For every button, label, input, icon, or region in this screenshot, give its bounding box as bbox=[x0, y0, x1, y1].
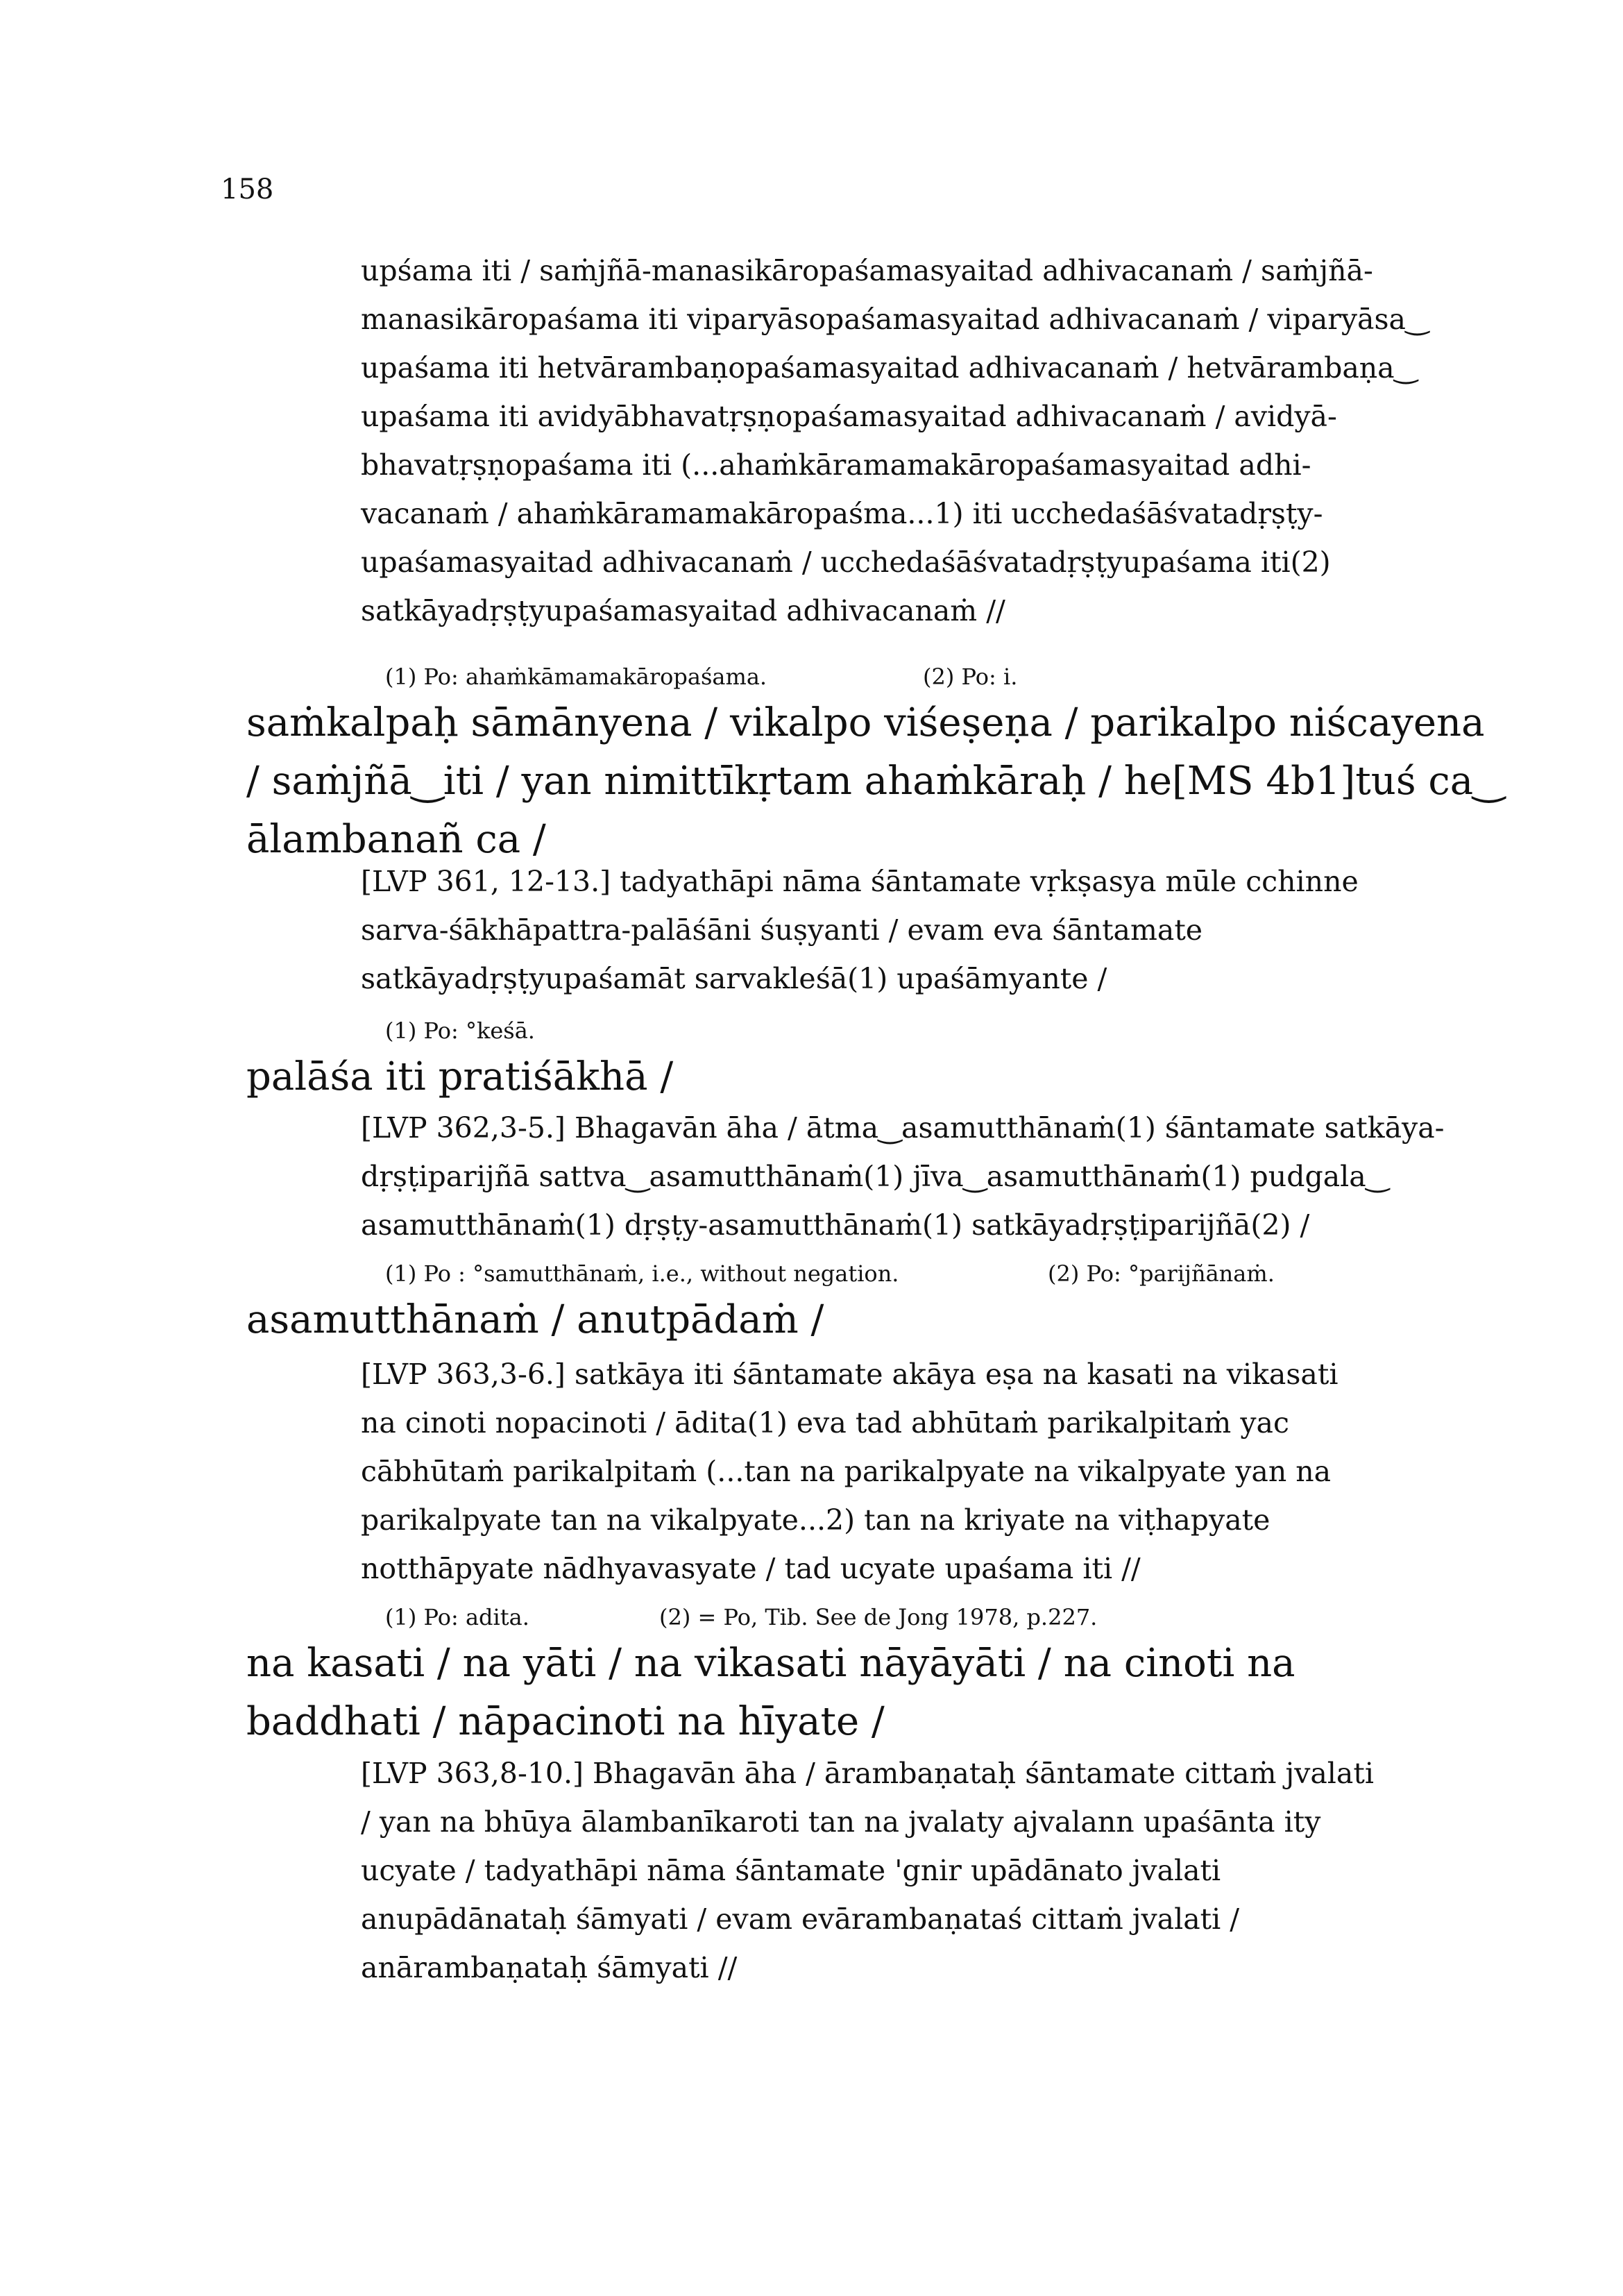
footnote-1b: (2) Po: i. bbox=[923, 664, 1018, 690]
footnote-4b: (2) = Po, Tib. See de Jong 1978, p.227. bbox=[659, 1604, 1098, 1630]
text-line: anupādānataḥ śāmyati / evam evārambaṇataś cittaṁ jvalati / bbox=[361, 1902, 1240, 1936]
text-line: upaśama iti avidyābhavatṛṣṇopaśamasyaitad adhivacanaṁ / avidyā- bbox=[361, 400, 1337, 433]
text-line: satkāyadṛṣṭyupaśamāt sarvakleśā(1) upaśāmyante / bbox=[361, 962, 1107, 995]
text-line: upaśamasyaitad adhivacanaṁ / ucchedaśāśvatadṛṣṭyupaśama iti(2) bbox=[361, 546, 1331, 579]
text-line: asamutthānaṁ(1) dṛṣṭy-asamutthānaṁ(1) satkāyadṛṣṭiparijñā(2) / bbox=[361, 1208, 1310, 1242]
text-line: / yan na bhūya ālambanīkaroti tan na jvalaty ajvalann upaśānta ity bbox=[361, 1805, 1321, 1839]
verse-line: saṁkalpaḥ sāmānyena / vikalpo viśeṣeṇa / parikalpo niścayena bbox=[246, 700, 1485, 745]
text-line: [LVP 362,3-5.] Bhagavān āha / ātma‿asamutthānaṁ(1) śāntamate satkāya- bbox=[361, 1111, 1445, 1145]
verse-heading-4 bbox=[246, 1635, 1391, 1751]
text-line: cābhūtaṁ parikalpitaṁ (...tan na parikalpyate na vikalpyate yan na bbox=[361, 1455, 1332, 1488]
text-line: vacanaṁ / ahaṁkāramamakāropaśma...1) iti ucchedaśāśvatadṛṣṭy- bbox=[361, 497, 1323, 530]
footnote-3b: (2) Po: °parijñānaṁ. bbox=[1048, 1260, 1275, 1287]
verse-line: / saṁjñā‿iti / yan nimittīkṛtam ahaṁkāraḥ / he[MS 4b1]tuś ca‿ bbox=[246, 759, 1505, 804]
text-line: [LVP 361, 12-13.] tadyathāpi nāma śāntamate vṛkṣasya mūle cchinne bbox=[361, 865, 1359, 898]
text-line: satkāyadṛṣṭyupaśamasyaitad adhivacanaṁ // bbox=[361, 594, 1005, 627]
verse-heading-1 bbox=[246, 694, 1505, 869]
verse-line: asamutthānaṁ / anutpādaṁ / bbox=[246, 1297, 824, 1342]
text-line: bhavatṛṣṇopaśama iti (...ahaṁkāramamakāropaśamasyaitad adhi- bbox=[361, 448, 1311, 482]
verse-heading-2 bbox=[246, 1048, 1391, 1106]
verse-line: ālambanañ ca / bbox=[246, 817, 546, 862]
footnote-3a: (1) Po : °samutthānaṁ, i.e., without negation. bbox=[385, 1260, 899, 1287]
verse-heading-3 bbox=[246, 1291, 1391, 1349]
verse-line: baddhati / nāpacinoti na hīyate / bbox=[246, 1699, 885, 1744]
paragraph-1 bbox=[361, 246, 1429, 635]
text-line: na cinoti nopacinoti / ādita(1) eva tad abhūtaṁ parikalpitaṁ yac bbox=[361, 1406, 1289, 1440]
page-number: 158 bbox=[221, 174, 274, 205]
verse-line: palāśa iti pratiśākhā / bbox=[246, 1054, 674, 1099]
paragraph-2 bbox=[361, 857, 1388, 1003]
footnote-2: (1) Po: °keśā. bbox=[385, 1018, 535, 1044]
paragraph-4 bbox=[361, 1350, 1388, 1593]
text-line: upaśama iti hetvārambaṇopaśamasyaitad adhivacanaṁ / hetvārambaṇa‿ bbox=[361, 351, 1418, 385]
text-line: sarva-śākhāpattra-palāśāni śuṣyanti / evam eva śāntamate bbox=[361, 913, 1203, 947]
text-line: upśama iti / saṁjñā-manasikāropaśamasyaitad adhivacanaṁ / saṁjñā- bbox=[361, 254, 1373, 287]
footnote-4a: (1) Po: adita. bbox=[385, 1604, 529, 1630]
text-line: manasikāropaśama iti viparyāsopaśamasyaitad adhivacanaṁ / viparyāsa‿ bbox=[361, 303, 1429, 336]
text-line: parikalpyate tan na vikalpyate...2) tan na kriyate na viṭhapyate bbox=[361, 1503, 1271, 1537]
text-line: notthāpyate nādhyavasyate / tad ucyate upaśama iti // bbox=[361, 1552, 1141, 1585]
text-line: [LVP 363,3-6.] satkāya iti śāntamate akāya eṣa na kasati na vikasati bbox=[361, 1358, 1339, 1391]
text-line: anārambaṇataḥ śāmyati // bbox=[361, 1951, 738, 1984]
text-line: dṛṣṭiparijñā sattva‿asamutthānaṁ(1) jīva‿asamutthānaṁ(1) pudgala‿ bbox=[361, 1160, 1389, 1193]
paragraph-3 bbox=[361, 1104, 1445, 1249]
paragraph-5 bbox=[361, 1749, 1388, 1992]
footnote-1a: (1) Po: ahaṁkāmamakāropaśama. bbox=[385, 664, 767, 690]
text-line: [LVP 363,8-10.] Bhagavān āha / ārambaṇataḥ śāntamate cittaṁ jvalati bbox=[361, 1757, 1374, 1790]
text-line: ucyate / tadyathāpi nāma śāntamate 'gnir upādānato jvalati bbox=[361, 1854, 1221, 1887]
verse-line: na kasati / na yāti / na vikasati nāyāyāti / na cinoti na bbox=[246, 1641, 1295, 1686]
